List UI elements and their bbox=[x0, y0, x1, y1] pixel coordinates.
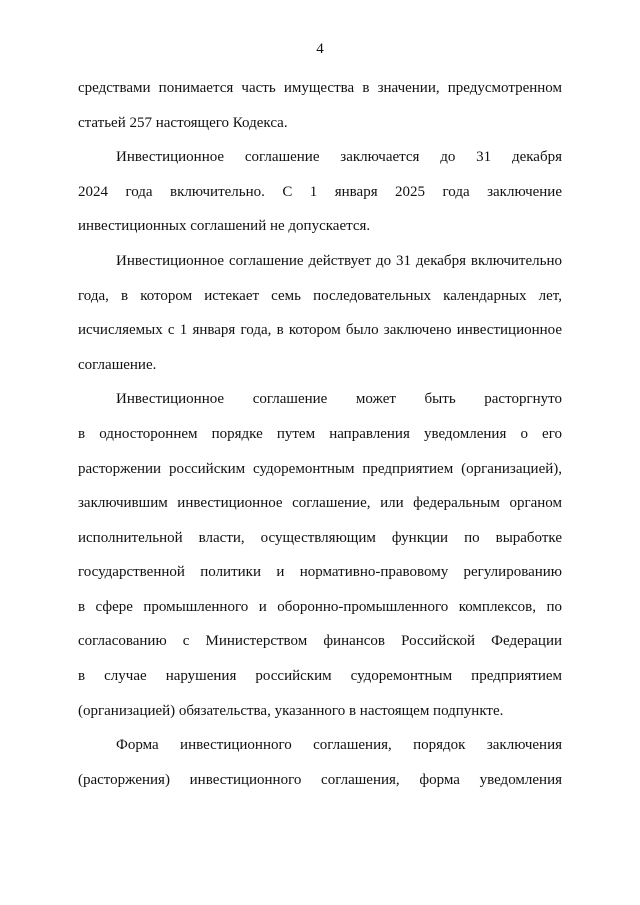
text-line: (организацией) обязательства, указанного в настоящем подпункте. bbox=[78, 703, 504, 719]
text-line: государственной политики и нормативно-правовому регулированию bbox=[78, 564, 562, 580]
text-line: Форма инвестиционного соглашения, порядок заключения bbox=[116, 737, 562, 753]
text-line: 2024 года включительно. С 1 января 2025 года заключение bbox=[78, 184, 562, 200]
text-line: инвестиционных соглашений не допускается. bbox=[78, 218, 371, 234]
text-line: в сфере промышленного и оборонно-промышленного комплексов, по bbox=[78, 599, 562, 615]
text-line: в случае нарушения российским судоремонтным предприятием bbox=[78, 668, 562, 684]
text-line: исчисляемых с 1 января года, в котором было заключено инвестиционное bbox=[78, 322, 562, 338]
text-line: Инвестиционное соглашение заключается до 31 декабря bbox=[116, 149, 562, 165]
text-line: средствами понимается часть имущества в значении, предусмотренном bbox=[78, 80, 562, 96]
text-line: года, в котором истекает семь последовательных календарных лет, bbox=[78, 288, 562, 304]
page-number: 4 bbox=[316, 41, 324, 57]
text-line: (расторжения) инвестиционного соглашения, форма уведомления bbox=[78, 772, 562, 788]
text-line: соглашение. bbox=[78, 357, 157, 373]
text-line: Инвестиционное соглашение действует до 31 декабря включительно bbox=[116, 253, 562, 269]
text-line: заключившим инвестиционное соглашение, или федеральным органом bbox=[78, 495, 562, 511]
text-line: исполнительной власти, осуществляющим функции по выработке bbox=[78, 530, 562, 546]
text-line: статьей 257 настоящего Кодекса. bbox=[78, 115, 288, 131]
text-line: Инвестиционное соглашение может быть расторгнуто bbox=[116, 391, 562, 407]
text-line: расторжении российским судоремонтным предприятием (организацией), bbox=[78, 461, 562, 477]
text-line: в одностороннем порядке путем направления уведомления о его bbox=[78, 426, 562, 442]
text-line: согласованию с Министерством финансов Российской Федерации bbox=[78, 633, 562, 649]
